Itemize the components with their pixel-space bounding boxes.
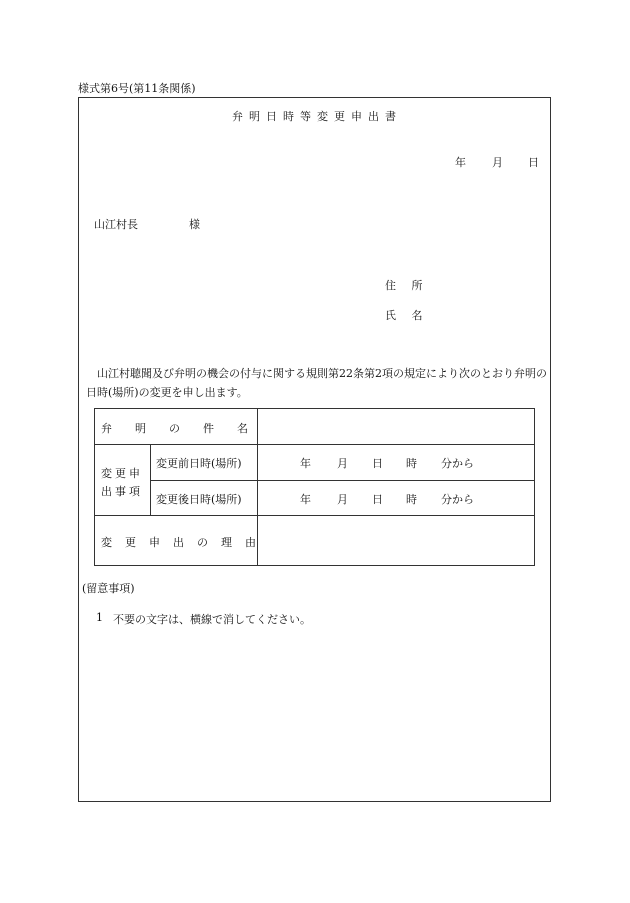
change-items-label-line1: 変更申 [101,467,143,480]
reason-label: 変更申出の理由 [101,536,269,549]
after-hour: 時 [406,493,417,506]
addressee-name: 山江村長 [94,218,138,231]
form-title: 弁明日時等変更申出書 [232,110,402,123]
after-datetime-label: 変更後日時(場所) [156,493,242,506]
after-year: 年 [300,493,311,506]
after-minute: 分から [441,493,474,506]
before-month: 月 [337,457,348,470]
before-hour: 時 [406,457,417,470]
before-minute: 分から [441,457,474,470]
change-items-label-line2: 出事項 [101,485,143,498]
name-label: 氏 名 [385,309,429,322]
date-month: 月 [492,156,503,169]
before-year: 年 [300,457,311,470]
note-number: 1 [96,611,103,624]
date-year: 年 [455,156,466,169]
note-text: 不要の文字は、横線で消してください。 [113,613,311,626]
date-day: 日 [528,156,539,169]
after-month: 月 [337,493,348,506]
change-table [94,408,535,566]
before-day: 日 [372,457,383,470]
address-label: 住 所 [385,279,429,292]
form-number: 様式第6号(第11条関係) [78,82,196,95]
notes-heading: (留意事項) [82,582,135,595]
case-name-label: 弁明の件名 [101,422,271,435]
before-datetime-label: 変更前日時(場所) [156,457,242,470]
after-day: 日 [372,493,383,506]
addressee-honorific: 様 [189,218,200,231]
body-paragraph: 山江村聴聞及び弁明の機会の付与に関する規則第22条第2項の規定により次のとおり弁明の日時(場所)の変更を申し出ます。 [86,367,547,399]
